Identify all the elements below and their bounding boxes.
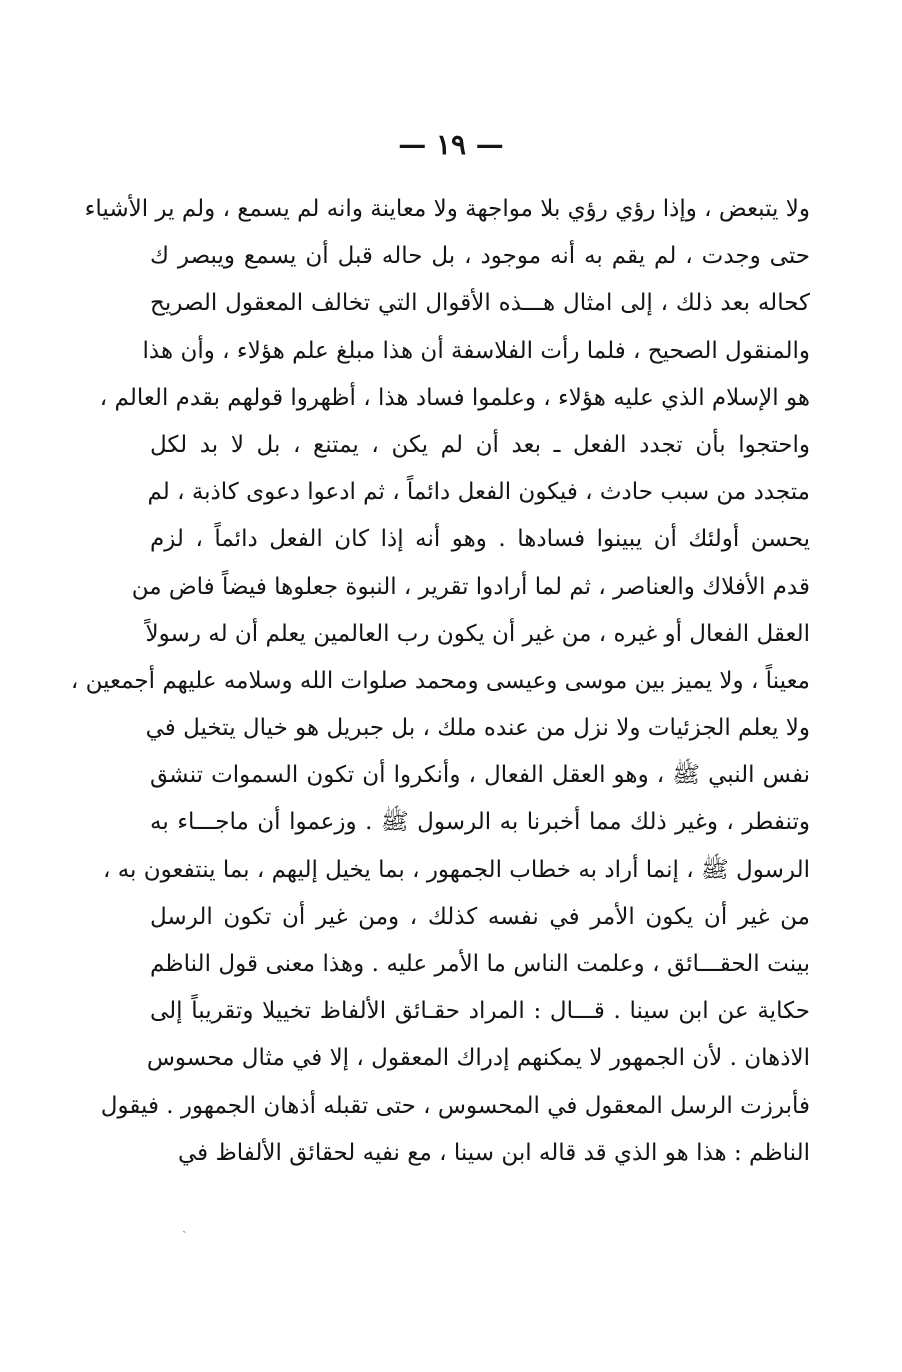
- text-line: والمنقول الصحيح ، فلما رأت الفلاسفة أن هذا مبلغ علم هؤلاء ، وأن هذا: [142, 337, 810, 364]
- body-text: [70, 186, 810, 1177]
- text-line: يحسن أولئك أن يبينوا فسادها . وهو أنه إذا كان الفعل دائماً ، لزم: [150, 526, 810, 553]
- text-line: الرسول ﷺ ، إنما أراد به خطاب الجمهور ، بما يخيل إليهم ، بما ينتفعون به ،: [102, 856, 810, 883]
- margin-mark: ˏ: [182, 1218, 187, 1234]
- text-line: هو الإسلام الذي عليه هؤلاء ، وعلموا فساد هذا ، أظهروا قولهم بقدم العالم ،: [99, 384, 810, 411]
- text-line: قدم الأفلاك والعناصر ، ثم لما أرادوا تقرير ، النبوة جعلوها فيضاً فاض من: [131, 573, 810, 600]
- text-line: متجدد من سبب حادث ، فيكون الفعل دائماً ، ثم ادعوا دعوى كاذبة ، لم: [147, 479, 810, 506]
- text-line: الناظم : هذا هو الذي قد قاله ابن سينا ، مع نفيه لحقائق الألفاظ في: [178, 1139, 810, 1166]
- text-line: نفس النبي ﷺ ، وهو العقل الفعال ، وأنكروا أن تكون السموات تنشق: [150, 762, 810, 789]
- text-line: العقل الفعال أو غيره ، من غير أن يكون رب العالمين يعلم أن له رسولاً: [145, 620, 810, 647]
- text-line: الاذهان . لأن الجمهور لا يمكنهم إدراك المعقول ، إلا في مثال محسوس: [146, 1045, 810, 1072]
- text-line: وتنفطر ، وغير ذلك مما أخبرنا به الرسول ﷺ . وزعموا أن ماجـــاء به: [150, 809, 810, 836]
- text-line: ولا يتبعض ، وإذا رؤي رؤي بلا مواجهة ولا معاينة وانه لم يسمع ، ولم ير الأشياء: [84, 196, 810, 222]
- text-line: من غير أن يكون الأمر في نفسه كذلك ، ومن غير أن تكون الرسل: [150, 903, 810, 930]
- text-line: معيناً ، ولا يميز بين موسى وعيسى ومحمد صلوات الله وسلامه عليهم أجمعين ،: [70, 667, 810, 694]
- text-line: ولا يعلم الجزئيات ولا نزل من عنده ملك ، بل جبريل هو خيال يتخيل في: [145, 715, 810, 742]
- text-line: واحتجوا بأن تجدد الفعل ـ بعد أن لم يكن ، يمتنع ، بل لا بد لكل: [150, 431, 810, 458]
- text-line: حتى وجدت ، لم يقم به أنه موجود ، بل حاله قبل أن يسمع ويبصر ك: [150, 243, 810, 270]
- text-line: فأبرزت الرسل المعقول في المحسوس ، حتى تقبله أذهان الجمهور . فيقول: [100, 1092, 810, 1119]
- page-number: — ١٩ —: [398, 128, 504, 161]
- text-line: حكاية عن ابن سينا . قـــال : المراد حقـائق الألفاظ تخييلا وتقريباً إلى: [150, 998, 810, 1025]
- text-line: كحاله بعد ذلك ، إلى امثال هـــذه الأقوال التي تخالف المعقول الصريح: [150, 290, 810, 317]
- text-line: بينت الحقـــائق ، وعلمت الناس ما الأمر عليه . وهذا معنى قول الناظم: [150, 951, 810, 977]
